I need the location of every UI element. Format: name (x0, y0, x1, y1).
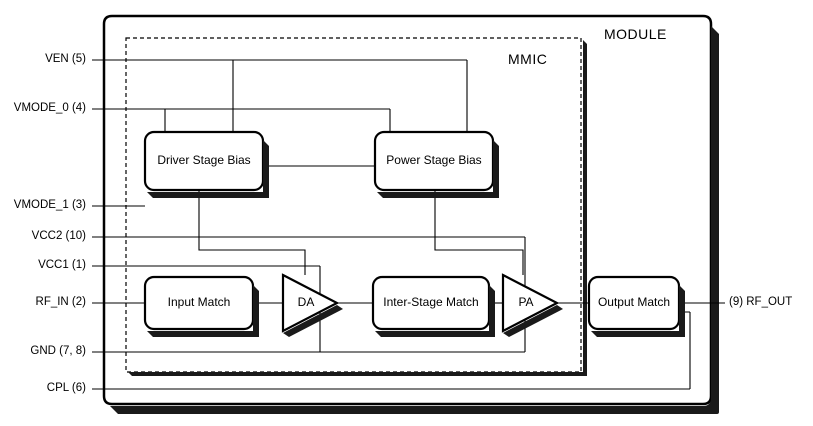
mmic-title: MMIC (508, 51, 548, 67)
pin-label-ven: VEN (5) (45, 53, 86, 65)
amplifier-label-da: DA (297, 295, 315, 309)
block-label-output-match: Output Match (597, 295, 671, 309)
module-boundary (104, 16, 719, 414)
pin-label-vcc2: VCC2 (10) (31, 230, 86, 242)
pin-label-vmode0: VMODE_0 (4) (13, 102, 86, 114)
pin-label-vmode1: VMODE_1 (3) (13, 199, 86, 211)
amplifier-label-pa: PA (518, 295, 534, 309)
pin-label-cpl: CPL (6) (46, 382, 86, 394)
block-label-input-match: Input Match (167, 295, 231, 309)
module-title: MODULE (604, 26, 667, 42)
block-label-inter-stage-match: Inter-Stage Match (383, 295, 479, 309)
pin-label-gnd: GND (7, 8) (30, 345, 86, 357)
block-label-driver-stage-bias: Driver Stage Bias (157, 153, 251, 167)
pin-label-rf-out: (9) RF_OUT (729, 296, 793, 308)
pin-label-vcc1: VCC1 (1) (38, 259, 86, 271)
block-label-power-stage-bias: Power Stage Bias (386, 153, 482, 167)
pin-label-rf-in: RF_IN (2) (35, 296, 86, 308)
